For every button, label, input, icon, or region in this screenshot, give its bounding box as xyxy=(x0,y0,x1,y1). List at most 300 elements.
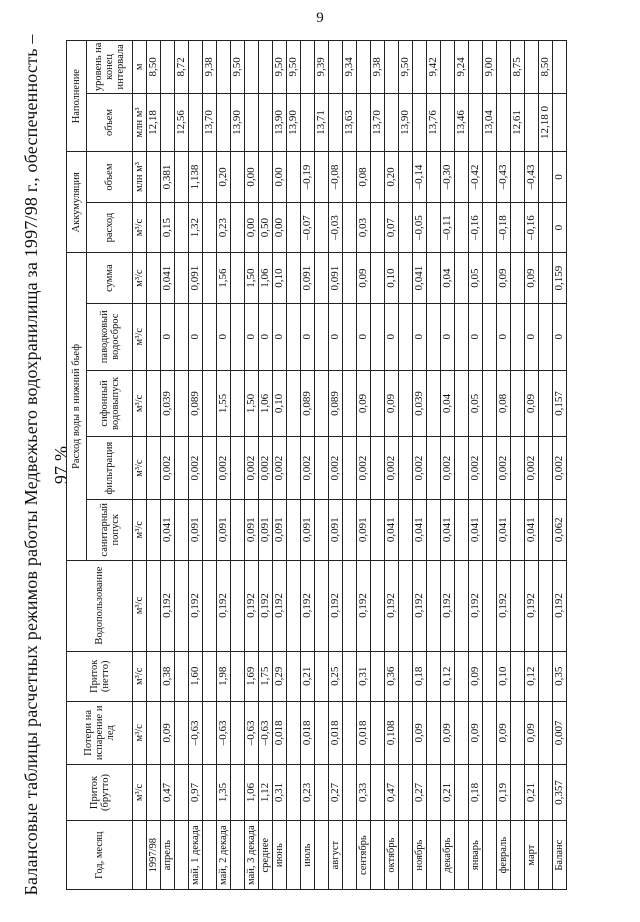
cell-sanitary: 0,041 xyxy=(525,499,539,560)
cell-water-use: 0,192 xyxy=(301,560,315,651)
cell-filtration xyxy=(455,437,469,500)
cell-inflow-net xyxy=(315,651,329,702)
table-row xyxy=(525,41,539,890)
cell-accum-flow: –0,16 xyxy=(469,202,483,253)
cell-filtration xyxy=(539,437,553,500)
cell-filtration: 0,002 xyxy=(329,437,343,500)
cell-filtration xyxy=(399,437,413,500)
cell-flood: 0 xyxy=(525,303,539,370)
cell-inflow-gross xyxy=(231,764,245,821)
cell-inflow-net xyxy=(287,651,301,702)
cell-siphon: 0,157 xyxy=(553,370,567,437)
cell-fill-volume xyxy=(525,93,539,152)
cell-accum-flow xyxy=(203,202,217,253)
cell-flood xyxy=(399,303,413,370)
cell-flood: 0 xyxy=(329,303,343,370)
cell-inflow-net xyxy=(343,651,357,702)
cell-losses xyxy=(539,702,553,765)
cell-fill-level xyxy=(301,41,315,94)
cell-accum-volume: 0,381 xyxy=(161,152,175,203)
cell-inflow-gross xyxy=(399,764,413,821)
cell-fill-level xyxy=(329,41,343,94)
cell-filtration: 0,002 xyxy=(357,437,371,500)
cell-inflow-net: 0,12 xyxy=(525,651,539,702)
cell-flood xyxy=(455,303,469,370)
cell-fill-level: 9,34 xyxy=(343,41,357,94)
cell-period xyxy=(343,821,357,890)
cell-siphon xyxy=(455,370,469,437)
cell-fill-volume xyxy=(553,93,567,152)
cell-accum-flow xyxy=(511,202,525,253)
cell-sum xyxy=(203,253,217,304)
cell-accum-volume: 0,00 xyxy=(273,152,287,203)
header-period: Год, месяц xyxy=(67,821,133,890)
cell-inflow-net: 0,35 xyxy=(553,651,567,702)
table-row xyxy=(329,41,343,890)
cell-fill-volume xyxy=(259,93,273,152)
cell-accum-flow: 0,00 xyxy=(273,202,287,253)
cell-inflow-net: 0,10 xyxy=(497,651,511,702)
cell-accum-flow: –0,05 xyxy=(413,202,427,253)
cell-inflow-net: 0,31 xyxy=(357,651,371,702)
cell-sum xyxy=(483,253,497,304)
cell-accum-volume xyxy=(203,152,217,203)
cell-sanitary xyxy=(511,499,525,560)
cell-sum: 1,50 xyxy=(245,253,259,304)
cell-sanitary xyxy=(175,499,189,560)
cell-fill-volume xyxy=(357,93,371,152)
cell-sum xyxy=(287,253,301,304)
cell-filtration: 0,002 xyxy=(161,437,175,500)
cell-inflow-net: 0,21 xyxy=(301,651,315,702)
cell-fill-level: 9,42 xyxy=(427,41,441,94)
cell-filtration xyxy=(231,437,245,500)
page-number: 9 xyxy=(316,10,324,26)
cell-accum-volume xyxy=(399,152,413,203)
cell-water-use: 0,192 xyxy=(441,560,455,651)
unit-siphon: м³/с xyxy=(133,370,147,437)
cell-accum-flow xyxy=(343,202,357,253)
cell-period: 1997/98 xyxy=(147,821,161,890)
cell-losses xyxy=(343,702,357,765)
cell-fill-volume: 13,90 xyxy=(399,93,413,152)
cell-period: июнь xyxy=(273,821,287,890)
unit-fill-volume: млн м³ xyxy=(133,93,147,152)
cell-losses xyxy=(203,702,217,765)
cell-fill-volume: 12,56 xyxy=(175,93,189,152)
cell-flood xyxy=(343,303,357,370)
cell-period xyxy=(231,821,245,890)
cell-filtration: 0,002 xyxy=(385,437,399,500)
cell-inflow-gross: 0,27 xyxy=(413,764,427,821)
cell-fill-volume xyxy=(189,93,203,152)
cell-flood: 0 xyxy=(217,303,231,370)
unit-period xyxy=(133,821,147,890)
unit-filtration: м³/с xyxy=(133,437,147,500)
cell-period: среднее xyxy=(259,821,273,890)
table-row xyxy=(287,41,301,890)
cell-period xyxy=(539,821,553,890)
cell-period xyxy=(371,821,385,890)
cell-accum-volume xyxy=(343,152,357,203)
cell-sum: 1,06 xyxy=(259,253,273,304)
cell-fill-level: 8,75 xyxy=(511,41,525,94)
cell-water-use xyxy=(287,560,301,651)
cell-sum: 0,04 xyxy=(441,253,455,304)
table-row xyxy=(259,41,273,890)
cell-water-use xyxy=(343,560,357,651)
cell-accum-volume: 0 xyxy=(553,152,567,203)
cell-sum xyxy=(539,253,553,304)
cell-inflow-net: 0,09 xyxy=(469,651,483,702)
cell-period xyxy=(427,821,441,890)
header-siphon: сифонный водовыпуск xyxy=(87,370,133,437)
cell-fill-volume xyxy=(217,93,231,152)
cell-period: апрель xyxy=(161,821,175,890)
cell-fill-level xyxy=(385,41,399,94)
cell-siphon xyxy=(287,370,301,437)
cell-inflow-gross xyxy=(511,764,525,821)
cell-flood: 0 xyxy=(161,303,175,370)
cell-siphon: 0,089 xyxy=(329,370,343,437)
cell-sanitary: 0,091 xyxy=(259,499,273,560)
cell-sum: 0,041 xyxy=(161,253,175,304)
cell-flood: 0 xyxy=(273,303,287,370)
cell-accum-volume: –0,43 xyxy=(525,152,539,203)
cell-inflow-gross: 0,21 xyxy=(525,764,539,821)
cell-siphon xyxy=(203,370,217,437)
table-row xyxy=(189,41,203,890)
header-flood: паводковый водосброс xyxy=(87,303,133,370)
cell-fill-level: 9,50 xyxy=(231,41,245,94)
cell-accum-volume: –0,30 xyxy=(441,152,455,203)
cell-fill-volume: 13,04 xyxy=(483,93,497,152)
cell-accum-flow xyxy=(175,202,189,253)
cell-filtration xyxy=(343,437,357,500)
cell-sum xyxy=(399,253,413,304)
cell-fill-level xyxy=(357,41,371,94)
cell-fill-level: 9,50 xyxy=(399,41,413,94)
cell-losses: 0,018 xyxy=(273,702,287,765)
cell-flood xyxy=(483,303,497,370)
cell-siphon: 0,039 xyxy=(161,370,175,437)
cell-losses: 0,09 xyxy=(441,702,455,765)
cell-water-use: 0,192 xyxy=(413,560,427,651)
cell-period: январь xyxy=(469,821,483,890)
cell-losses: –0,63 xyxy=(245,702,259,765)
cell-sum xyxy=(455,253,469,304)
cell-fill-volume xyxy=(441,93,455,152)
cell-flood: 0 xyxy=(245,303,259,370)
unit-inflow-gross: м³/с xyxy=(133,764,147,821)
unit-inflow-net: м³/с xyxy=(133,651,147,702)
cell-losses: 0,018 xyxy=(301,702,315,765)
header-inflow-net: Приток (нетто) xyxy=(67,651,133,702)
cell-inflow-net xyxy=(147,651,161,702)
cell-inflow-net: 0,25 xyxy=(329,651,343,702)
cell-accum-volume: 1,138 xyxy=(189,152,203,203)
cell-inflow-gross xyxy=(455,764,469,821)
cell-sanitary xyxy=(483,499,497,560)
cell-water-use xyxy=(511,560,525,651)
cell-fill-volume xyxy=(161,93,175,152)
cell-sum: 0,09 xyxy=(357,253,371,304)
cell-fill-level xyxy=(259,41,273,94)
cell-period: февраль xyxy=(497,821,511,890)
cell-inflow-gross: 0,47 xyxy=(161,764,175,821)
cell-siphon: 1,55 xyxy=(217,370,231,437)
cell-water-use xyxy=(539,560,553,651)
cell-filtration: 0,002 xyxy=(217,437,231,500)
cell-accum-flow xyxy=(455,202,469,253)
cell-sanitary: 0,091 xyxy=(357,499,371,560)
cell-siphon: 0,09 xyxy=(357,370,371,437)
cell-filtration xyxy=(147,437,161,500)
cell-water-use xyxy=(175,560,189,651)
cell-sanitary xyxy=(147,499,161,560)
cell-inflow-gross xyxy=(427,764,441,821)
cell-fill-level xyxy=(497,41,511,94)
cell-period: май, 3 декада xyxy=(245,821,259,890)
cell-losses xyxy=(483,702,497,765)
unit-fill-level: м xyxy=(133,41,147,94)
cell-accum-flow xyxy=(231,202,245,253)
cell-fill-volume: 12,61 xyxy=(511,93,525,152)
table-row xyxy=(553,41,567,890)
cell-period: ноябрь xyxy=(413,821,427,890)
header-accum-volume: объем xyxy=(87,152,133,203)
cell-flood xyxy=(511,303,525,370)
table-row xyxy=(455,41,469,890)
cell-accum-flow: 0,03 xyxy=(357,202,371,253)
cell-inflow-gross xyxy=(203,764,217,821)
cell-sanitary: 0,041 xyxy=(385,499,399,560)
cell-inflow-gross: 0,47 xyxy=(385,764,399,821)
cell-accum-volume xyxy=(175,152,189,203)
cell-flood: 0 xyxy=(189,303,203,370)
cell-losses: 0,018 xyxy=(357,702,371,765)
cell-sanitary xyxy=(399,499,413,560)
cell-losses: 0,09 xyxy=(161,702,175,765)
unit-water-use: м³/с xyxy=(133,560,147,651)
cell-inflow-gross: 0,19 xyxy=(497,764,511,821)
cell-losses xyxy=(287,702,301,765)
cell-water-use: 0,192 xyxy=(497,560,511,651)
cell-inflow-net xyxy=(455,651,469,702)
cell-losses xyxy=(175,702,189,765)
cell-sum xyxy=(427,253,441,304)
cell-sum: 0,159 xyxy=(553,253,567,304)
cell-inflow-gross: 0,33 xyxy=(357,764,371,821)
cell-sanitary: 0,091 xyxy=(273,499,287,560)
cell-accum-flow xyxy=(483,202,497,253)
cell-fill-volume xyxy=(301,93,315,152)
cell-inflow-gross: 0,31 xyxy=(273,764,287,821)
cell-fill-level: 9,50 xyxy=(287,41,301,94)
cell-losses xyxy=(231,702,245,765)
table-row xyxy=(413,41,427,890)
cell-water-use: 0,192 xyxy=(217,560,231,651)
cell-losses: 0,108 xyxy=(385,702,399,765)
cell-period xyxy=(175,821,189,890)
cell-fill-level: 8,50 xyxy=(147,41,161,94)
cell-sanitary xyxy=(231,499,245,560)
cell-siphon xyxy=(483,370,497,437)
cell-accum-flow: –0,16 xyxy=(525,202,539,253)
cell-filtration: 0,002 xyxy=(525,437,539,500)
cell-filtration: 0,002 xyxy=(469,437,483,500)
cell-sanitary: 0,041 xyxy=(497,499,511,560)
cell-period xyxy=(399,821,413,890)
cell-inflow-gross xyxy=(371,764,385,821)
cell-period xyxy=(455,821,469,890)
cell-fill-level: 9,39 xyxy=(315,41,329,94)
cell-fill-level: 9,50 xyxy=(273,41,287,94)
unit-accum-volume: млн м³ xyxy=(133,152,147,203)
table-row xyxy=(315,41,329,890)
cell-accum-flow: –0,11 xyxy=(441,202,455,253)
cell-water-use: 0,192 xyxy=(357,560,371,651)
cell-fill-level xyxy=(469,41,483,94)
cell-filtration: 0,002 xyxy=(553,437,567,500)
cell-water-use: 0,192 xyxy=(273,560,287,651)
unit-flood: м³/с xyxy=(133,303,147,370)
cell-fill-volume: 13,70 xyxy=(203,93,217,152)
cell-sum: 1,56 xyxy=(217,253,231,304)
header-losses: Потери на испарение и лед xyxy=(67,702,133,765)
header-fill-level: уровень на конец интервала xyxy=(87,41,133,94)
cell-losses: 0,09 xyxy=(525,702,539,765)
cell-siphon xyxy=(343,370,357,437)
cell-siphon xyxy=(399,370,413,437)
cell-sanitary: 0,041 xyxy=(161,499,175,560)
table-row xyxy=(371,41,385,890)
cell-inflow-net xyxy=(511,651,525,702)
header-water-use: Водопользование xyxy=(67,560,133,651)
header-accum-flow: расход xyxy=(87,202,133,253)
cell-siphon: 0,089 xyxy=(301,370,315,437)
cell-accum-volume xyxy=(231,152,245,203)
cell-sum xyxy=(343,253,357,304)
cell-losses: 0,09 xyxy=(469,702,483,765)
cell-accum-flow: –0,07 xyxy=(301,202,315,253)
cell-inflow-gross xyxy=(287,764,301,821)
table-row xyxy=(511,41,525,890)
cell-filtration xyxy=(511,437,525,500)
table-row xyxy=(343,41,357,890)
cell-sanitary xyxy=(287,499,301,560)
cell-fill-level: 8,50 xyxy=(539,41,553,94)
cell-filtration: 0,002 xyxy=(273,437,287,500)
table-row xyxy=(147,41,161,890)
cell-period xyxy=(315,821,329,890)
unit-losses: м³/с xyxy=(133,702,147,765)
cell-period: октябрь xyxy=(385,821,399,890)
cell-accum-flow: 0,00 xyxy=(245,202,259,253)
cell-period: март xyxy=(525,821,539,890)
cell-water-use xyxy=(483,560,497,651)
cell-flood xyxy=(147,303,161,370)
cell-accum-flow xyxy=(427,202,441,253)
cell-flood xyxy=(315,303,329,370)
cell-inflow-gross xyxy=(483,764,497,821)
cell-period xyxy=(203,821,217,890)
cell-accum-volume: 0,08 xyxy=(357,152,371,203)
cell-inflow-net xyxy=(231,651,245,702)
cell-fill-volume xyxy=(329,93,343,152)
cell-inflow-gross: 0,21 xyxy=(441,764,455,821)
cell-filtration: 0,002 xyxy=(189,437,203,500)
cell-sum xyxy=(175,253,189,304)
cell-water-use xyxy=(371,560,385,651)
cell-fill-volume: 13,90 xyxy=(287,93,301,152)
cell-water-use: 0,192 xyxy=(329,560,343,651)
cell-fill-volume xyxy=(413,93,427,152)
cell-accum-flow xyxy=(287,202,301,253)
cell-fill-level: 9,38 xyxy=(371,41,385,94)
cell-losses: 0,018 xyxy=(329,702,343,765)
cell-water-use: 0,192 xyxy=(259,560,273,651)
cell-accum-flow: 0 xyxy=(553,202,567,253)
table-row xyxy=(441,41,455,890)
cell-sanitary: 0,041 xyxy=(441,499,455,560)
cell-accum-volume: –0,19 xyxy=(301,152,315,203)
cell-sum xyxy=(231,253,245,304)
cell-fill-level: 8,72 xyxy=(175,41,189,94)
cell-inflow-gross xyxy=(539,764,553,821)
cell-siphon xyxy=(511,370,525,437)
cell-flood: 0 xyxy=(441,303,455,370)
cell-sanitary: 0,091 xyxy=(189,499,203,560)
cell-water-use: 0,192 xyxy=(189,560,203,651)
cell-inflow-net: 0,12 xyxy=(441,651,455,702)
cell-accum-volume xyxy=(455,152,469,203)
cell-siphon: 0,08 xyxy=(497,370,511,437)
cell-fill-volume xyxy=(385,93,399,152)
cell-sanitary xyxy=(371,499,385,560)
cell-inflow-net: 1,75 xyxy=(259,651,273,702)
cell-accum-flow xyxy=(399,202,413,253)
cell-flood: 0 xyxy=(469,303,483,370)
cell-flood: 0 xyxy=(385,303,399,370)
cell-water-use: 0,192 xyxy=(469,560,483,651)
unit-sanitary: м³/с xyxy=(133,499,147,560)
rotated-page-content xyxy=(16,32,630,898)
cell-accum-volume: 0,00 xyxy=(245,152,259,203)
cell-accum-flow: 0,50 xyxy=(259,202,273,253)
table-row xyxy=(161,41,175,890)
cell-fill-level xyxy=(189,41,203,94)
cell-inflow-gross: 0,18 xyxy=(469,764,483,821)
cell-accum-flow: 1,32 xyxy=(189,202,203,253)
cell-sum: 0,10 xyxy=(273,253,287,304)
cell-sum: 0,041 xyxy=(413,253,427,304)
cell-accum-volume: –0,14 xyxy=(413,152,427,203)
cell-inflow-net: 1,60 xyxy=(189,651,203,702)
cell-sanitary: 0,041 xyxy=(413,499,427,560)
balance-table xyxy=(66,40,567,890)
table-row xyxy=(539,41,553,890)
cell-filtration xyxy=(203,437,217,500)
document-title: Балансовые таблицы расчетных режимов работы Медвежьего водохранилища за 1997/98 г., обеспеченность – 97 % xyxy=(21,34,71,896)
table-row xyxy=(175,41,189,890)
cell-inflow-net xyxy=(399,651,413,702)
cell-water-use xyxy=(147,560,161,651)
cell-accum-volume xyxy=(427,152,441,203)
cell-filtration xyxy=(287,437,301,500)
cell-losses xyxy=(511,702,525,765)
cell-filtration xyxy=(483,437,497,500)
